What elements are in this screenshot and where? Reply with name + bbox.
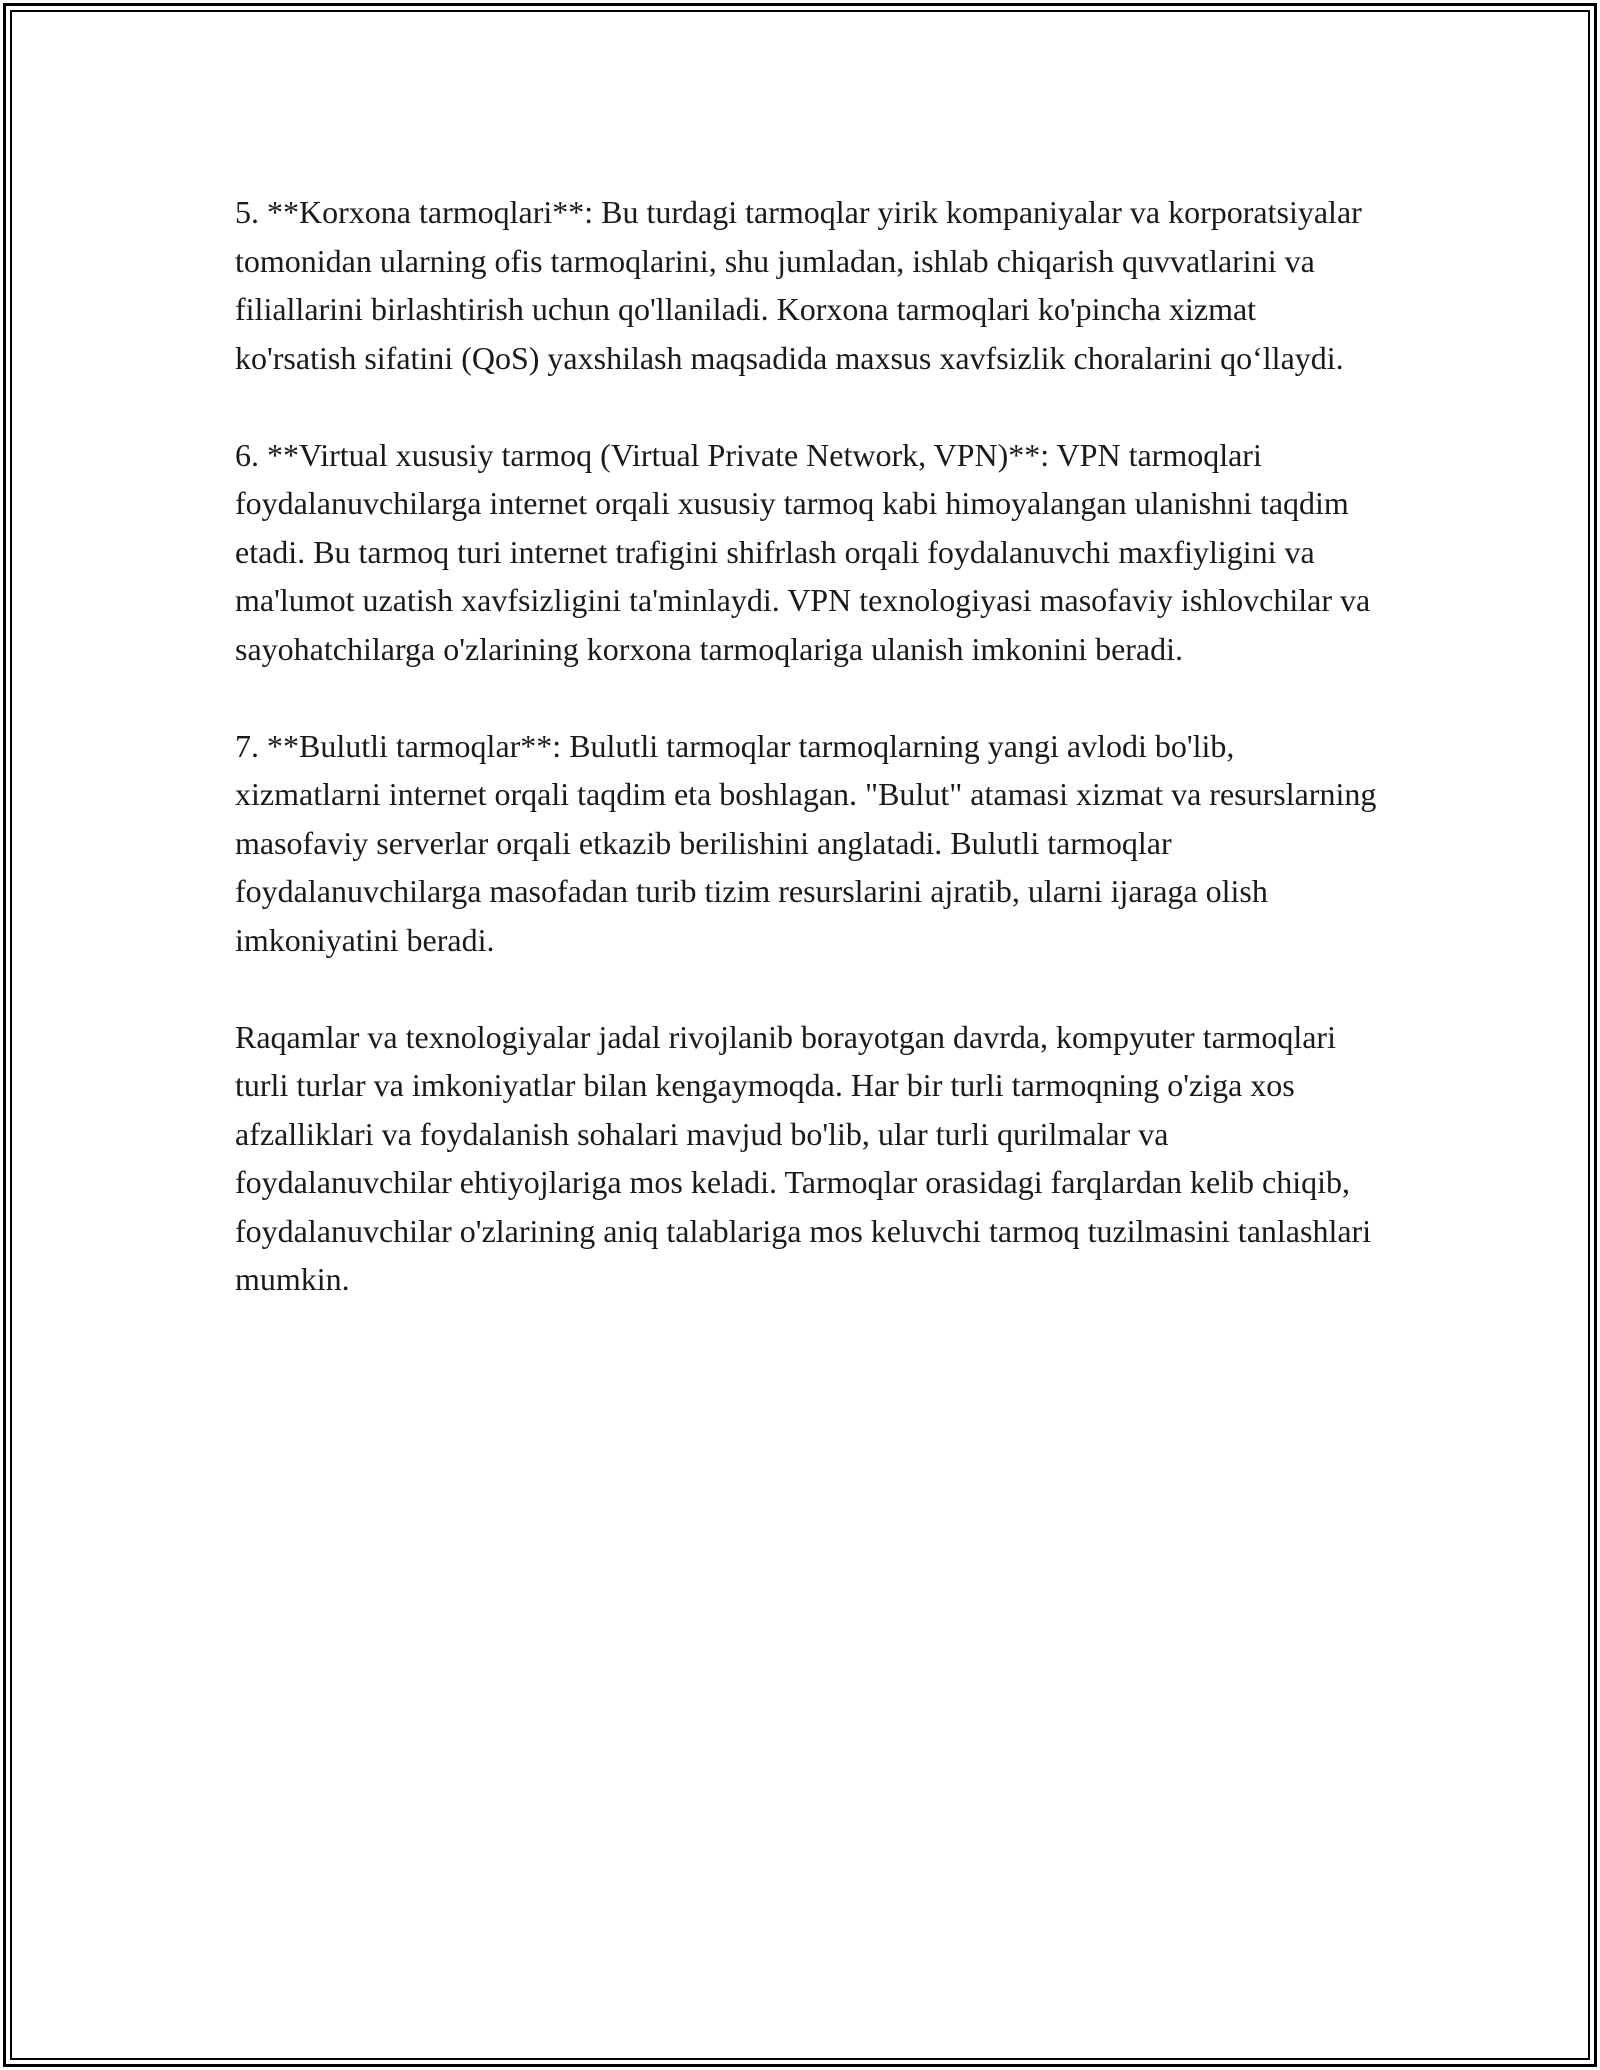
paragraph-vpn: 6. **Virtual xususiy tarmoq (Virtual Private Network, VPN)**: VPN tarmoqlari foydalanuvchilarga internet orqali xususiy tarmoq kabi himoyalangan ulanishni taqdim etadi. Bu tarmoq turi internet trafigini shifrlash orqali foydalanuvchi maxfiyligini va ma'lumot uzatish xavfsizligini ta'minlaydi. VPN texnologiyasi masofaviy ishlovchilar va sayohatchilarga o'zlarining korxona tarmoqlariga ulanish imkonini beradi.: [235, 436, 1371, 667]
paragraph-cloud-networks: 7. **Bulutli tarmoqlar**: Bulutli tarmoqlar tarmoqlarning yangi avlodi bo'lib, xizmatlarni internet orqali taqdim eta boshlagan. "Bulut" atamasi xizmat va resurslarning masofaviy serverlar orqali etkazib berilishini anglatadi. Bulutli tarmoqlar foydalanuvchilarga masofadan turib tizim resurslarini ajratib, ularni ijaraga olish imkoniyatini beradi.: [235, 727, 1377, 958]
paragraph-enterprise-networks: 5. **Korxona tarmoqlari**: Bu turdagi tarmoqlar yirik kompaniyalar va korporatsiyalar tomonidan ularning ofis tarmoqlarini, shu jumladan, ishlab chiqarish quvvatlarini va filiallarini birlashtirish uchun qo'llaniladi. Korxona tarmoqlari ko'pincha xizmat ko'rsatish sifatini (QoS) yaxshilash maqsadida maxsus xavfsizlik choralarini qo‘llaydi.: [235, 194, 1362, 376]
paragraph-conclusion: Raqamlar va texnologiyalar jadal rivojlanib borayotgan davrda, kompyuter tarmoqlari turli turlar va imkoniyatlar bilan kengaymoqda. Har bir turli tarmoqning o'ziga xos afzalliklari va foydalanish sohalari mavjud bo'lib, ular turli qurilmalar va foydalanuvchilar ehtiyojlariga mos keladi. Tarmoqlar orasidagi farqlardan kelib chiqib, foydalanuvchilar o'zlarining aniq talablariga mos keluvchi tarmoq tuzilmasini tanlashlari mumkin.: [235, 1018, 1372, 1297]
document-body: [235, 188, 1385, 1352]
